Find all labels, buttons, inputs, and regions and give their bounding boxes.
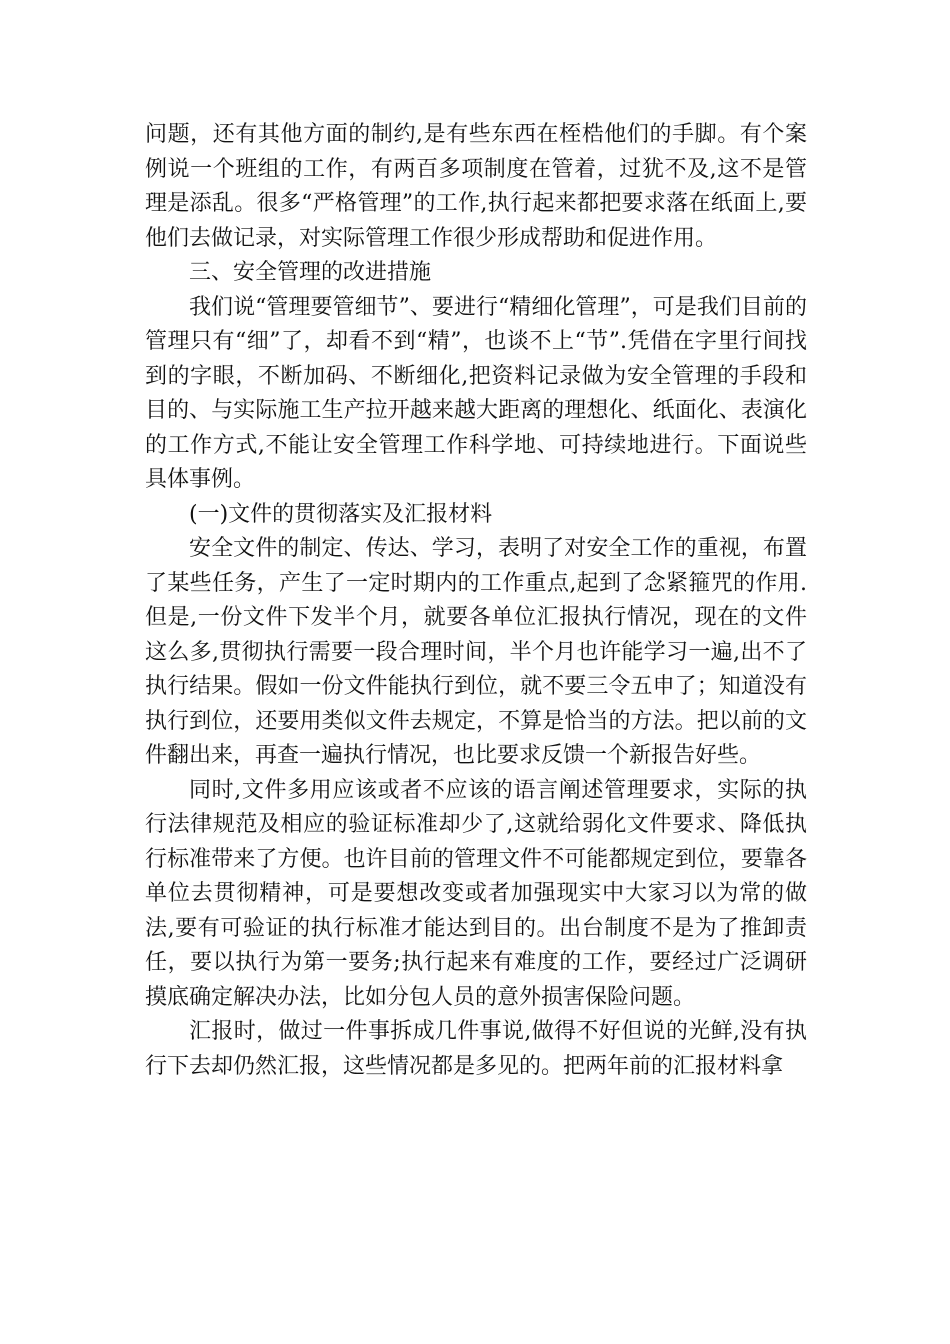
body-paragraph: 汇报时，做过一件事拆成几件事说,做得不好但说的光鲜,没有执行下去却仍然汇报，这些情况都是多见的。把两年前的汇报材料拿 — [145, 1019, 807, 1079]
body-paragraph: 同时,文件多用应该或者不应该的语言阐述管理要求，实际的执行法律规范及相应的验证标准却少了,这就给弱化文件要求、降低执行标准带来了方便。也许目前的管理文件不可能都规定到位，要靠各单位去贯彻精神，可是要想改变或者加强现实中大家习以为常的做法,要有可验证的执行标准才能达到目的。出台制度不是为了推卸责任，要以执行为第一要务;执行起来有难度的工作，要经过广泛调研摸底确定解决办法，比如分包人员的意外损害保险问题。 — [145, 777, 807, 1010]
body-paragraph: 安全文件的制定、传达、学习，表明了对安全工作的重视，布置了某些任务，产生了一定时期内的工作重点,起到了念紧箍咒的作用.但是,一份文件下发半个月，就要各单位汇报执行情况，现在的文件这么多,贯彻执行需要一段合理时间，半个月也许能学习一遍,出不了执行结果。假如一份文件能执行到位，就不要三令五申了；知道没有执行到位，还要用类似文件去规定，不算是恰当的方法。把以前的文件翻出来，再查一遍执行情况，也比要求反馈一个新报告好些。 — [145, 536, 807, 768]
document-page — [145, 118, 807, 1084]
subsection-heading: (一)文件的贯彻落实及汇报材料 — [189, 501, 493, 527]
body-paragraph: 问题，还有其他方面的制约,是有些东西在桎梏他们的手脚。有个案例说一个班组的工作，有两百多项制度在管着，过犹不及,这不是管理是添乱。很多“严格管理”的工作,执行起来都把要求落在纸面上,要他们去做记录，对实际管理工作很少形成帮助和促进作用。 — [145, 122, 807, 251]
body-paragraph: 我们说“管理要管细节”、要进行“精细化管理”，可是我们目前的管理只有“细”了，却看不到“精”，也谈不上“节”.凭借在字里行间找到的字眼，不断加码、不断细化,把资料记录做为安全管理的手段和目的、与实际施工生产拉开越来越大距离的理想化、纸面化、表演化的工作方式,不能让安全管理工作科学地、可持续地进行。下面说些具体事例。 — [145, 294, 807, 492]
section-heading: 三、安全管理的改进措施 — [189, 260, 432, 285]
